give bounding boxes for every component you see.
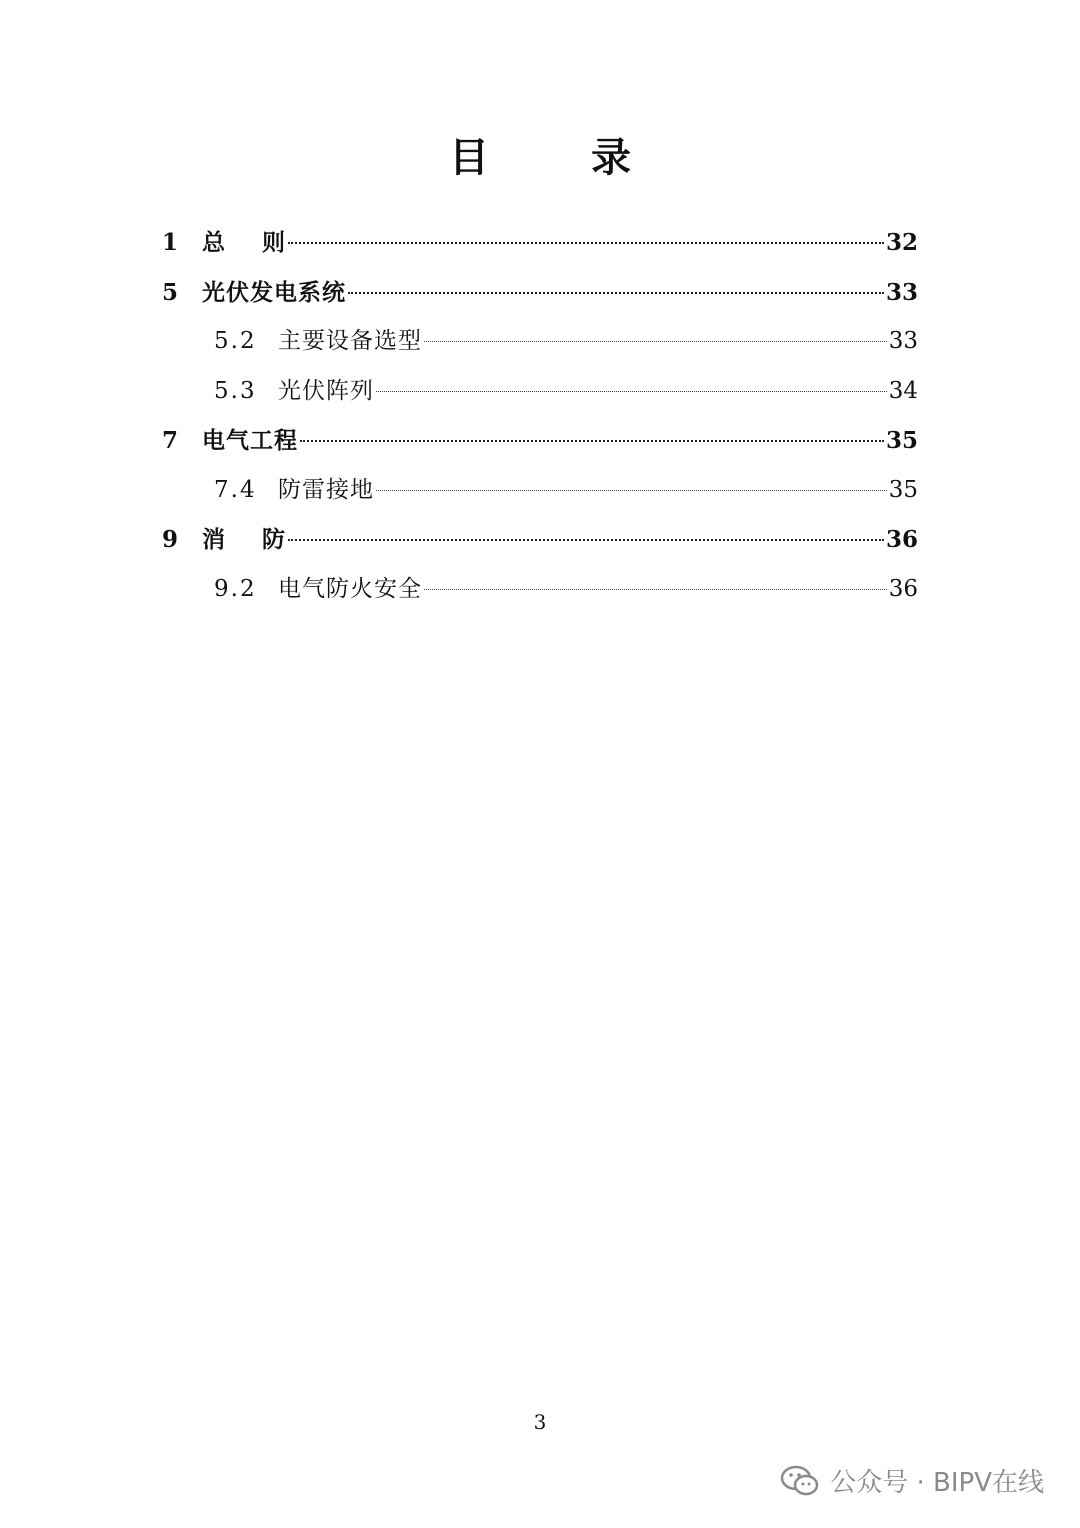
- watermark: [780, 1462, 1044, 1499]
- toc-entry-number: 5.2: [214, 328, 257, 354]
- page-title: 目 录: [449, 134, 675, 181]
- toc-entry-number: 5: [162, 278, 179, 306]
- toc-entry-number: 7: [162, 427, 179, 454]
- watermark-text: 公众号 · BIPV在线: [830, 1468, 1044, 1498]
- toc-entry-5-2[interactable]: [162, 317, 918, 367]
- dot-leader: [424, 341, 887, 342]
- table-of-contents: [162, 218, 918, 614]
- toc-entry-9[interactable]: [162, 515, 918, 565]
- toc-entry-label: 光伏阵列: [278, 377, 374, 404]
- dot-leader: [300, 440, 884, 442]
- toc-entry-page: 36: [888, 575, 918, 602]
- dot-leader: [376, 490, 887, 491]
- toc-entry-page: 33: [888, 328, 918, 354]
- toc-entry-5-3[interactable]: [162, 367, 918, 417]
- toc-entry-label: 主要设备选型: [278, 328, 422, 354]
- toc-entry-page: 32: [885, 229, 918, 256]
- wechat-icon: [780, 1464, 820, 1498]
- toc-entry-number: 1: [162, 229, 179, 256]
- toc-entry-7[interactable]: [162, 416, 918, 466]
- dot-leader: [348, 292, 884, 294]
- toc-entry-label: 消 防: [202, 526, 287, 553]
- toc-entry-page: 34: [888, 377, 918, 404]
- dot-leader: [376, 391, 887, 392]
- toc-entry-number: 7.4: [214, 476, 257, 503]
- toc-entry-label: 电气工程: [202, 427, 298, 454]
- toc-entry-9-2[interactable]: [162, 565, 918, 615]
- toc-entry-1[interactable]: [162, 218, 918, 268]
- toc-entry-page: 35: [888, 476, 918, 503]
- toc-entry-label: 光伏发电系统: [202, 278, 346, 306]
- toc-entry-5[interactable]: [162, 268, 918, 318]
- toc-entry-7-4[interactable]: [162, 466, 918, 516]
- toc-entry-number: 9: [162, 526, 179, 553]
- toc-entry-page: 35: [885, 427, 918, 454]
- dot-leader: [288, 539, 884, 541]
- toc-entry-label: 防雷接地: [278, 476, 374, 503]
- toc-entry-number: 9.2: [214, 575, 257, 602]
- toc-entry-label: 电气防火安全: [278, 575, 422, 602]
- toc-entry-page: 33: [885, 278, 918, 306]
- page-number: 3: [533, 1410, 547, 1434]
- toc-entry-label: 总 则: [202, 229, 287, 256]
- toc-entry-number: 5.3: [214, 377, 257, 404]
- toc-entry-page: 36: [885, 526, 918, 553]
- dot-leader: [424, 589, 887, 590]
- dot-leader: [288, 242, 884, 244]
